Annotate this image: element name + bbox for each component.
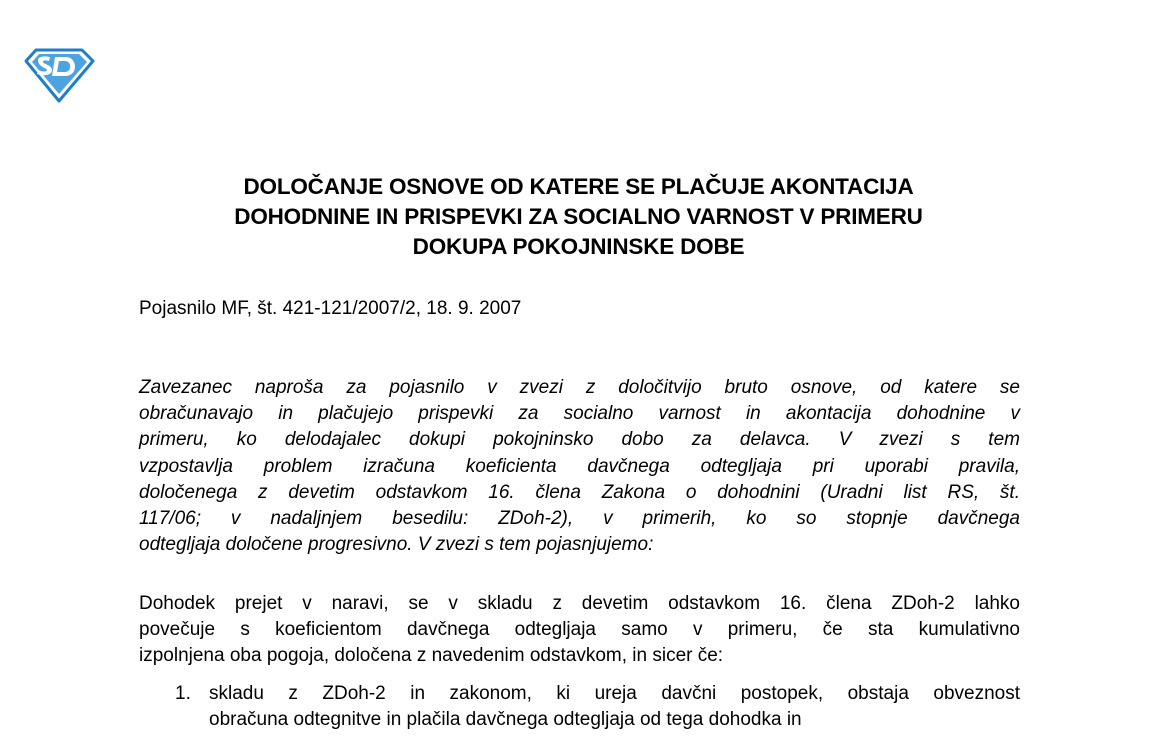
text-line: določenega z devetim odstavkom 16. člena Zakona o dohodnini (Uradni list RS, št. <box>139 481 1020 503</box>
text-line: Dohodek prejet v naravi, se v skladu z devetim odstavkom 16. člena ZDoh-2 lahko <box>139 593 1020 614</box>
title-line: DOHODNINE IN PRISPEVKI ZA SOCIALNO VARNOST V PRIMERU <box>234 204 923 229</box>
document-title <box>120 172 1037 262</box>
text-line: izpolnjena oba pogoja, določena z navedenim odstavkom, in sicer če: <box>139 645 724 667</box>
text-line: primeru, ko delodajalec dokupi pokojninsko dobo za delavca. V zvezi s tem <box>139 429 1020 451</box>
text-line: 117/06; v nadaljnjem besedilu: ZDoh-2), v primerih, ko so stopnje davčnega <box>139 508 1020 530</box>
paragraph-question <box>139 375 1020 558</box>
text-line: Zavezanec naproša za pojasnilo v zvezi z določitvijo bruto osnove, od katere se <box>139 377 1020 398</box>
text-line: skladu z ZDoh-2 in zakonom, ki ureja davčni postopek, obstaja obveznost <box>209 683 1020 704</box>
text-line: vzpostavlja problem izračuna koeficienta davčnega odtegljaja pri uporabi pravila, <box>139 455 1020 477</box>
title-line: DOKUPA POKOJNINSKE DOBE <box>412 234 745 259</box>
text-line: odtegljaja določene progresivno. V zvezi s tem pojasnjujemo: <box>139 534 654 556</box>
list-item <box>139 681 1020 733</box>
sd-diamond-logo-icon <box>22 47 96 104</box>
title-line: DOLOČANJE OSNOVE OD KATERE SE PLAČUJE AKONTACIJA <box>243 174 914 199</box>
text-line: obračuna odtegnitve in plačila davčnega odtegljaja od tega dohodka in <box>209 709 802 731</box>
conditions-list <box>139 681 1020 733</box>
text-line: povečuje s koeficientom davčnega odtegljaja samo v primeru, če sta kumulativno <box>139 619 1020 641</box>
paragraph-answer <box>139 591 1020 670</box>
list-number: 1. <box>175 683 191 704</box>
reference-line: Pojasnilo MF, št. 421-121/2007/2, 18. 9. 2007 <box>139 298 522 319</box>
text-line: obračunavajo in plačujejo prispevki za socialno varnost in akontacija dohodnine v <box>139 403 1020 425</box>
